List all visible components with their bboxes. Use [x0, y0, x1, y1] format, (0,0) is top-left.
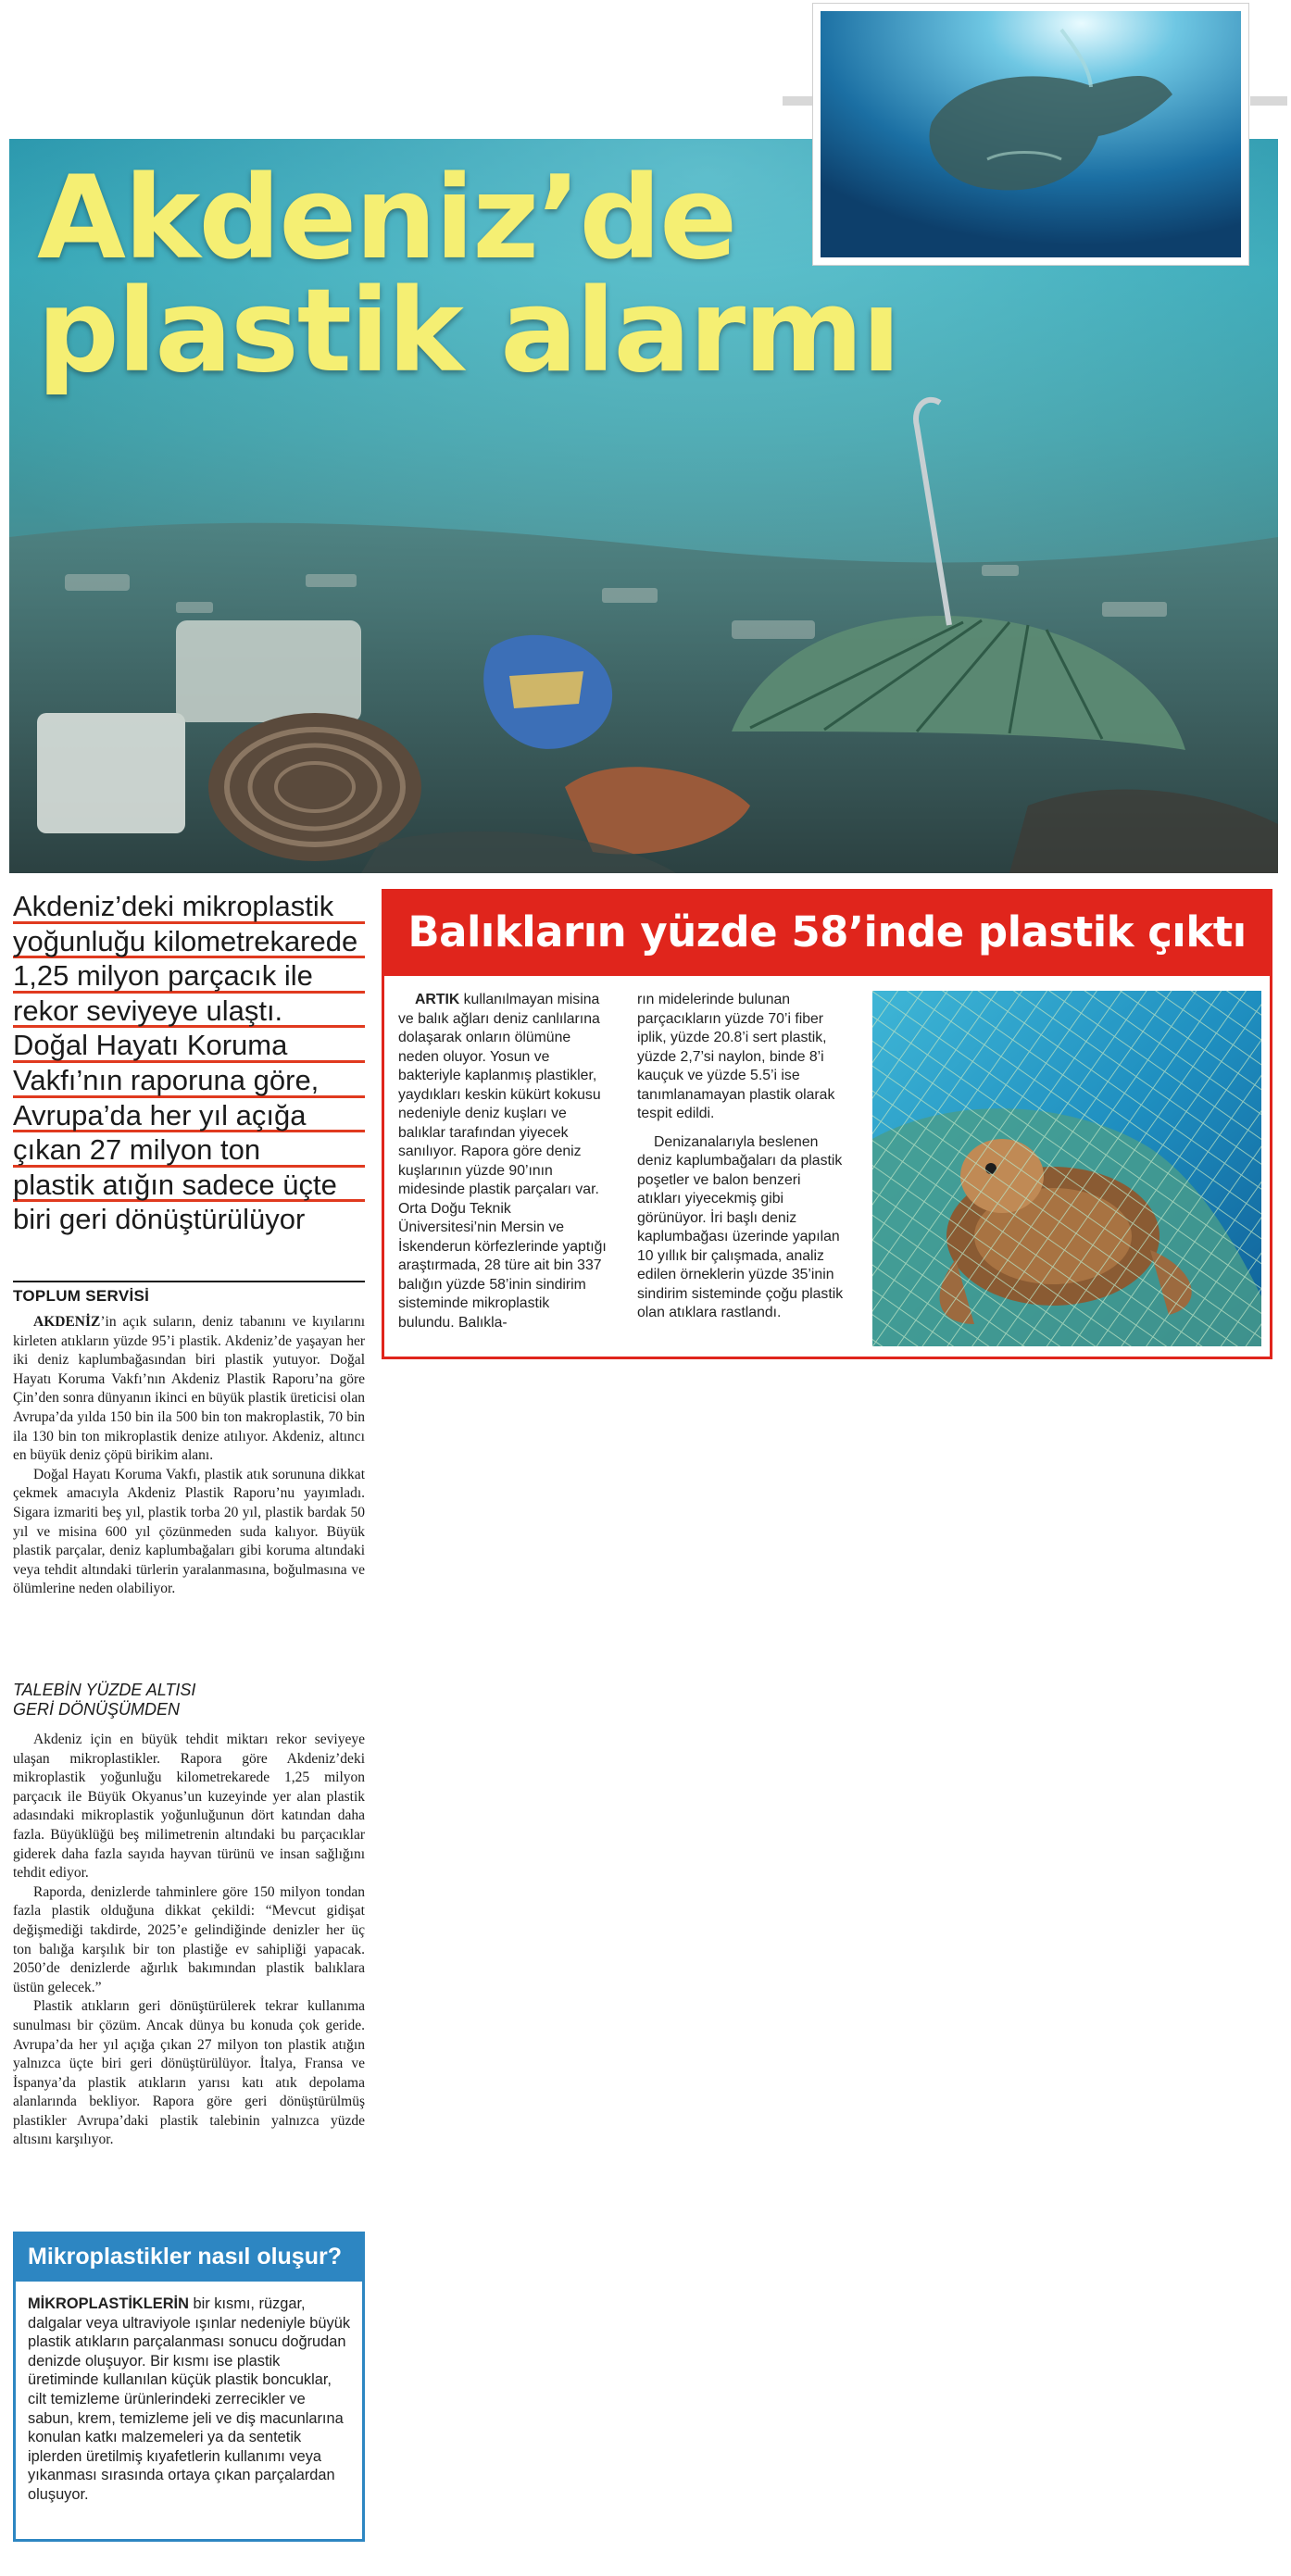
paragraph: Akdeniz için en büyük tehdit miktarı rekor seviyeye ulaşan mikroplastikler. Rapora göre Akdeniz’deki mikroplastik yoğunluğu kilometrekarede 1,25 milyon parçacık ile Büyük Okyanus’un kuzeyinde yer alan plastik adasındaki mikroplastik yoğunluğunun dört katından daha fazla. Büyüklüğü beş milimetrenin altındaki bu parçacıklar giderek daha fazla sayıda hayvan türünü ve insan sağlığını tehdit ediyor.	[13, 1732, 365, 1882]
inset-photo-plastic-bag	[813, 4, 1248, 265]
photo-turtle-in-net	[872, 991, 1261, 1346]
paragraph-text: kullanılmayan misina ve balık ağları deniz canlılarına dolaşarak onların ölümüne neden oluyor. Yosun ve bakteriyle kaplanmış plastikler, yaydıkları keskin kükürt kokusu nedeniyle deniz kuşları ve balıklar tarafından yiyecek sanılıyor. Rapora göre deniz kuşlarının yüzde 90’ının midesinde plastik parçaları var. Orta Doğu Teknik Üniversitesi’nin Mersin ve İskenderun körfezlerinde yaptığı araştırmada, 28 türe ait bin 337 balığın yüzde 58’inin sindirim sisteminde mikroplastik bulundu. Balıkla-	[398, 992, 607, 1331]
section-subhead	[13, 1681, 365, 1719]
fish-box-column-1	[398, 991, 609, 1332]
fish-box-title: Balıkların yüzde 58’inde plastik çıktı	[382, 889, 1272, 976]
lead-summary	[13, 889, 365, 1237]
paragraph: Denizanalarıyla beslenen deniz kaplumbağaları da plastik poşetler ve balon benzeri atıkları yiyecekmiş gibi görünüyor. İri başlı deniz kaplumbağası üzerinde yapılan 10 yıllık bir çalışmada, analiz edilen örneklerin yüzde 35’inin sindirim sisteminde çoğu plastik olan atıklara rastlandı.	[637, 1133, 844, 1320]
lead-line: 1,25 milyon parçacık ile	[13, 959, 313, 993]
lead-line: plastik atığın sadece üçte	[13, 1168, 337, 1201]
lead-line: çıkan 27 milyon ton	[13, 1133, 261, 1167]
lead-line: Doğal Hayatı Koruma	[13, 1029, 288, 1062]
paragraph: rın midelerinde bulunan parçacıkların yüzde 70’i fiber iplik, yüzde 20.8’i sert plastik, yüzde 2,7’si naylon, binde 8’i kauçuk ve yüzde 5.5’i ise tanımlanamayan plastik olarak tespit edildi.	[637, 992, 835, 1121]
paragraph: Doğal Hayatı Koruma Vakfı, plastik atık sorununa dikkat çekmek amacıyla Akdeniz Plastik Raporu’nu yayımladı. Sigara izmariti beş yıl, plastik torba 20 yıl, plastik bardak 50 yıl ve misina 600 yıl çözünmeden suda kalıyor. Büyük plastik parçalar, deniz kaplumbağaları gibi koruma altındaki veya tehdit altındaki türlerin yaralanmasına, boğulmasına ve ölümlerine neden olabiliyor.	[13, 1466, 365, 1597]
lead-line: Vakfı’nın raporuna göre,	[13, 1063, 320, 1096]
headline-line-2: plastik alarmı	[37, 265, 899, 398]
paragraph-lead-in: ARTIK	[415, 992, 460, 1007]
sidebar-body: bir kısmı, rüzgar, dalgalar veya ultraviyole ışınlar nedeniyle büyük plastik atıkların parçalanması sonucu doğrudan denizde oluşuyor. Bir kısmı ise plastik üretiminde kullanılan küçük plastik boncuklar, cilt temizleme ürünlerindeki zerrecikler ve sabun, krem, temizleme jeli ve diş macunlarına konulan katkı malzemeleri ya da sentetik iplerden üretilmiş kıyafetlerin kullanımı veya yıkanması sırasında ortaya çıkan parçalardan oluşuyor.	[28, 2295, 351, 2503]
paragraph-text: ’in açık suların, deniz tabanını ve kıyılarını kirleten atıkların yüzde 95’i plastik. Akdeniz’de yaşayan her iki deniz kaplumbağasından biri plastik yutuyor. Doğal Hayatı Koruma Vakfı’nın Akdeniz Plastik Raporu’na göre Çin’den sonra dünyanın ikinci en büyük plastik üreticisi olan Avrupa’da yılda 150 bin ila 500 bin ton makroplastik, 70 bin ila 130 bin ton mikroplastik denize atılıyor. Akdeniz, altıncı en büyük deniz çöpü birikim alanı.	[13, 1314, 365, 1464]
lead-line: rekor seviyeye ulaştı.	[13, 994, 283, 1027]
subhead-line: TALEBİN YÜZDE ALTISI	[13, 1681, 196, 1699]
byline-divider	[13, 1281, 365, 1282]
decor-tab	[1250, 96, 1287, 106]
fish-box-column-2	[637, 991, 848, 1323]
paragraph: Plastik atıkların geri dönüştürülerek tekrar kullanıma sunulması bir çözüm. Ancak dünya bu konuda çok geride. Avrupa’da her yıl açığa çıkan 27 milyon ton plastik atığın yalnızca üçte biri geri dönüştürülüyor. İtalya, Fransa ve İspanya’da plastik atıkların yarısı katı atık depolama alanlarında bekliyor. Rapora göre geri dönüştürülmüş plastikler Avrupa’daki plastik talebinin yalnızca yüzde altısını karşılıyor.	[13, 1998, 365, 2148]
headline-line-1: Akdeniz’de	[37, 152, 736, 285]
paragraph	[13, 1313, 365, 1466]
lead-line: Avrupa’da her yıl açığa	[13, 1098, 307, 1132]
headline	[37, 152, 899, 398]
paragraph-lead-in: AKDENİZ	[33, 1314, 101, 1330]
sidebar-title: Mikroplastikler nasıl oluşur?	[13, 2232, 365, 2282]
paragraph	[398, 991, 609, 1332]
article-body-part-2	[13, 1731, 365, 2150]
article-body-part-1	[13, 1313, 365, 1599]
sidebar-text	[28, 2295, 354, 2505]
lead-line: biri geri dönüştürülüyor	[13, 1203, 306, 1236]
sidebar-lead-in: MİKROPLASTİKLERİN	[28, 2295, 189, 2312]
lead-line: yoğunluğu kilometrekarede	[13, 924, 358, 957]
paragraph: Raporda, denizlerde tahminlere göre 150 milyon tondan fazla plastik olduğuna dikkat çekildi: “Mevcut gidişat değişmediği takdirde, 2025’e gelindiğinde denizler her üç ton balığa karşılık bir ton plastiğe ev sahipliği yapacak. 2050’de denizlerde ağırlık bakımından plastik balıklara üstün gelecek.”	[13, 1883, 365, 1995]
subhead-line: GERİ DÖNÜŞÜMDEN	[13, 1700, 181, 1719]
lead-line: Akdeniz’deki mikroplastik	[13, 890, 334, 922]
byline: TOPLUM SERVİSİ	[13, 1287, 150, 1305]
